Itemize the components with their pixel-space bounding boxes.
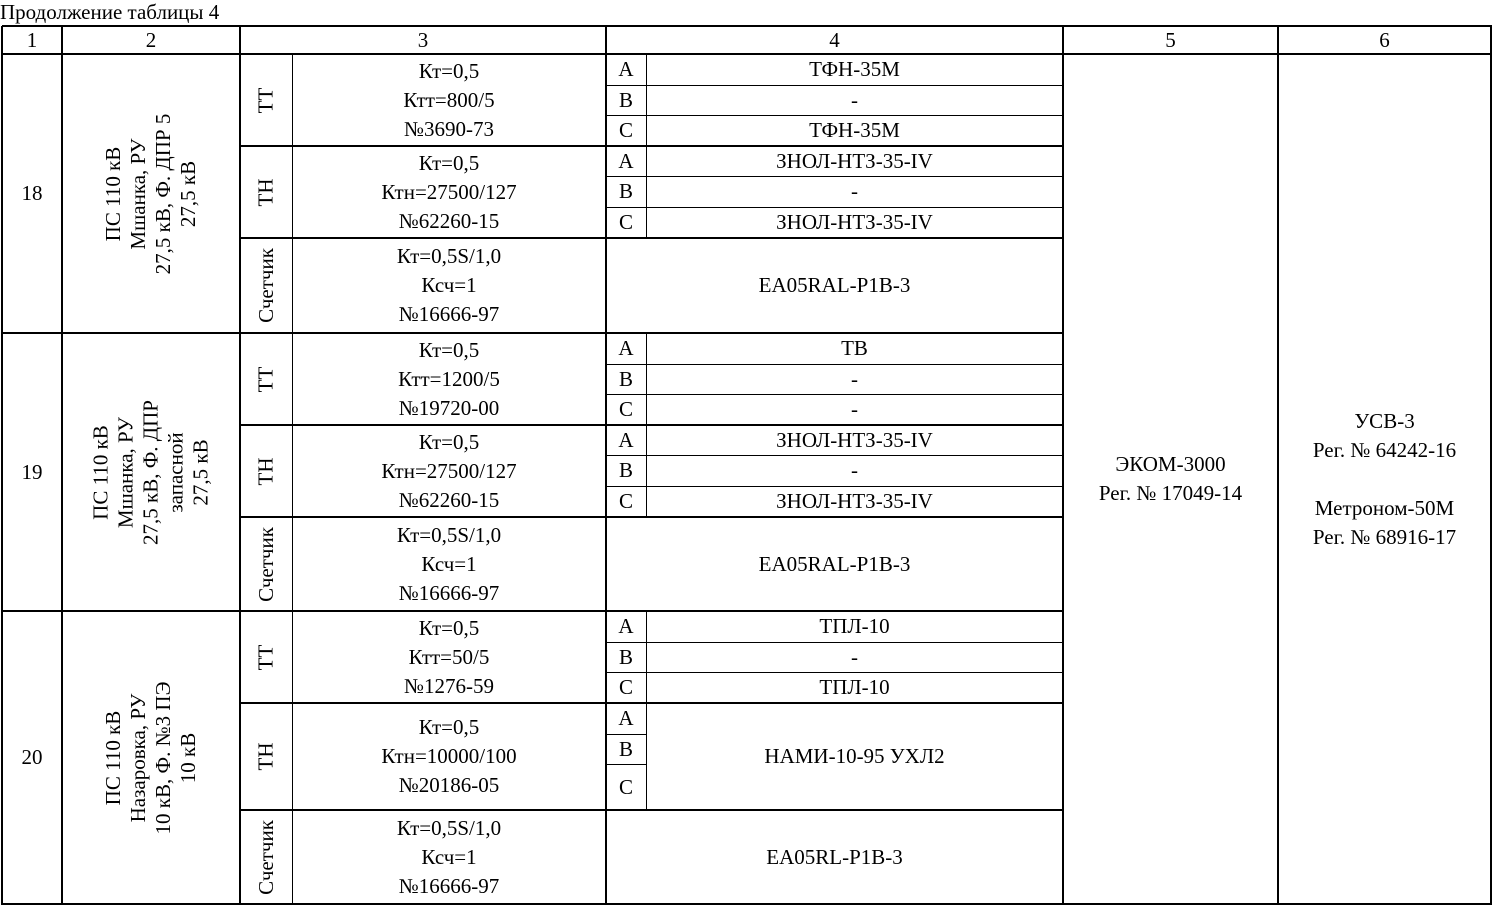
tn-label-text: ТН: [253, 178, 278, 206]
phase-label: B: [618, 644, 633, 669]
tt-label-text: ТТ: [253, 366, 278, 392]
counter-spec: Кт=0,5S/1,0 Ксч=1 №16666-97: [396, 815, 502, 898]
tt-label: [240, 333, 292, 425]
phase-label: A: [618, 57, 634, 81]
grid-line: [2, 25, 1492, 27]
tn-label: [240, 146, 292, 238]
tt-type: ТФН-35М: [809, 57, 900, 81]
phase-label: C: [618, 210, 633, 234]
connection-name: [62, 333, 240, 611]
tt-label-text: ТТ: [253, 644, 278, 670]
tn-label: [240, 703, 292, 810]
tt-type: ТПЛ-10: [819, 675, 890, 699]
counter-spec: Кт=0,5S/1,0 Ксч=1 №16666-97: [396, 522, 502, 605]
tt-spec: Кт=0,5 Ктт=1200/5 №19720-00: [398, 337, 500, 420]
phase-label: C: [618, 675, 633, 699]
tn-type: -: [851, 179, 858, 203]
tn-type: ЗНОЛ-НТЗ-35-IV: [776, 210, 933, 234]
counter-spec: Кт=0,5S/1,0 Ксч=1 №16666-97: [396, 244, 502, 326]
phase-label: A: [618, 427, 634, 452]
phase-label: B: [618, 179, 633, 203]
phase-label: C: [618, 397, 633, 421]
tt-label: [240, 611, 292, 703]
tt-type: -: [851, 87, 858, 112]
counter-label: [240, 517, 292, 611]
phase-label: B: [618, 366, 633, 391]
phase-label: A: [618, 336, 634, 360]
row-number: 18: [21, 181, 43, 205]
phase-label: A: [618, 706, 634, 730]
tn-label-text: ТН: [253, 457, 278, 485]
phase-label: B: [618, 87, 633, 112]
tn-spec: Кт=0,5 Ктн=10000/100 №20186-05: [381, 715, 517, 797]
tn-spec: Кт=0,5 Ктн=27500/127 №62260-15: [381, 429, 517, 512]
column-header-1: 1: [26, 27, 38, 52]
phase-label: A: [618, 614, 634, 638]
connection-name-text: ПС 110 кВ Назаровка, РУ 10 кВ, Ф. №3 ПЭ 10 кВ: [101, 681, 200, 834]
column-header-2: 2: [145, 27, 157, 52]
tt-label-text: ТТ: [253, 87, 278, 113]
column-header-3: 3: [417, 27, 429, 52]
tt-type: ТПЛ-10: [819, 614, 890, 638]
tn-label: [240, 425, 292, 517]
tn-spec: Кт=0,5 Ктн=27500/127 №62260-15: [381, 150, 517, 233]
phase-label: C: [618, 774, 633, 799]
counter-label-text: Счетчик: [253, 526, 278, 602]
phase-label: C: [618, 489, 633, 513]
counter-type: EA05RAL-P1B-3: [758, 551, 911, 576]
tt-spec: Кт=0,5 Ктт=800/5 №3690-73: [403, 58, 495, 141]
phase-label: B: [618, 736, 633, 761]
tn-type: -: [851, 458, 858, 482]
time-sync-cell: УСВ-3 Рег. № 64242-16 Метроном-50М Рег. № 68916-17: [1312, 408, 1457, 549]
tn-label-text: ТН: [253, 742, 278, 771]
counter-label: [240, 238, 292, 333]
counter-type: EA05RAL-P1B-3: [758, 273, 911, 297]
tn-type: ЗНОЛ-НТЗ-35-IV: [776, 427, 933, 452]
phase-label: C: [618, 118, 633, 142]
column-header-6: 6: [1379, 27, 1390, 52]
phase-label: A: [618, 148, 634, 173]
counter-label: [240, 810, 292, 904]
controller-cell: ЭКОМ-3000 Рег. № 17049-14: [1098, 452, 1243, 505]
column-header-4: 4: [829, 27, 840, 52]
tt-label: [240, 54, 292, 146]
tt-type: -: [851, 644, 858, 669]
connection-name-text: ПС 110 кВ Мшанка, РУ 27,5 кВ, Ф. ДПР 5 27,5 кВ: [101, 113, 200, 274]
tn-type: ЗНОЛ-НТЗ-35-IV: [776, 489, 933, 513]
counter-label-text: Счетчик: [253, 248, 278, 323]
tn-type: НАМИ-10-95 УХЛ2: [764, 744, 945, 768]
tt-type: ТВ: [841, 336, 868, 360]
connection-name: [62, 54, 240, 333]
row-number: 19: [21, 459, 43, 484]
tn-type: ЗНОЛ-НТЗ-35-IV: [776, 148, 933, 173]
tt-type: -: [851, 366, 858, 391]
counter-type: EA05RL-P1B-3: [766, 844, 903, 869]
tt-spec: Кт=0,5 Ктт=50/5 №1276-59: [403, 615, 495, 698]
tt-type: ТФН-35М: [809, 118, 900, 142]
connection-name-text: ПС 110 кВ Мшанка, РУ 27,5 кВ, Ф. ДПР запасной 27,5 кВ: [88, 399, 213, 545]
table-caption: Продолжение таблицы 4: [0, 0, 220, 24]
tt-type: -: [851, 397, 858, 421]
row-number: 20: [21, 745, 43, 769]
connection-name: [62, 611, 240, 904]
phase-label: B: [618, 458, 633, 482]
counter-label-text: Счетчик: [253, 819, 278, 895]
column-header-5: 5: [1165, 27, 1176, 52]
